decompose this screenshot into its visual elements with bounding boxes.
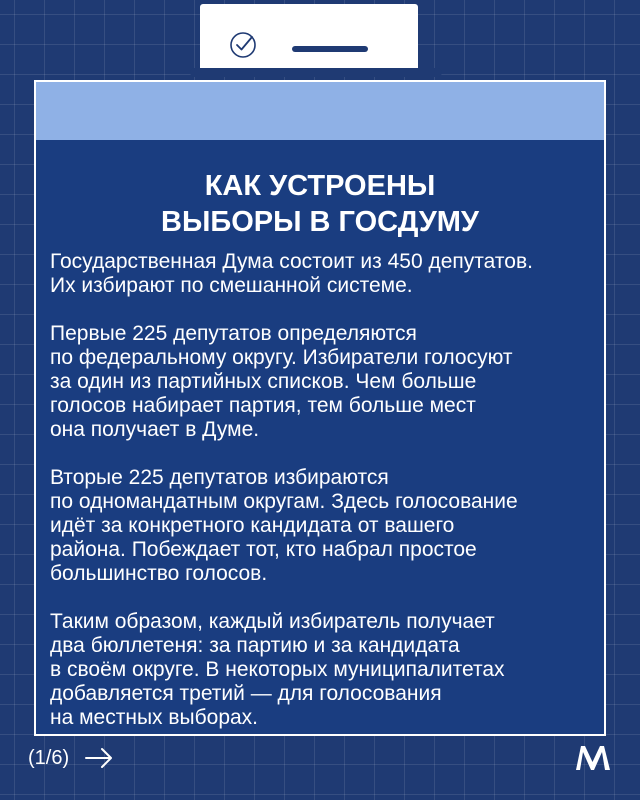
ballot-paper [200,4,418,76]
paragraph-4: Таким образом, каждый избиратель получает два бюллетеня: за партию и за кандидата в своём округе. В некоторых муниципалитетах добавляется третий — для голосования на местных выборах. [50,610,505,729]
title-line-1: КАК УСТРОЕНЫ [204,170,436,202]
ballot-box-slot [190,68,442,77]
ballot-line [292,46,368,52]
check-circle-icon [228,30,258,60]
paragraph-2: Первые 225 депутатов определяются по федеральному округу. Избиратели голосуют за один из партийных списков. Чем больше голосов набирает партия, тем больше мест она получает в Думе. [50,322,513,441]
page-counter: (1/6) [28,747,70,769]
meduza-logo-icon [574,744,614,772]
arrow-right-icon[interactable] [84,746,114,770]
ballot-box-lid [34,80,606,142]
paragraph-3: Вторые 225 депутатов избираются по одномандатным округам. Здесь голосование идёт за конкретного кандидата от вашего района. Побеждает тот, кто набрал простое большинство голосов. [50,466,518,585]
title-line-2: ВЫБОРЫ В ГОСДУМУ [161,206,479,238]
paragraph-1: Государственная Дума состоит из 450 депутатов. Их избирают по смешанной системе. [50,250,533,297]
